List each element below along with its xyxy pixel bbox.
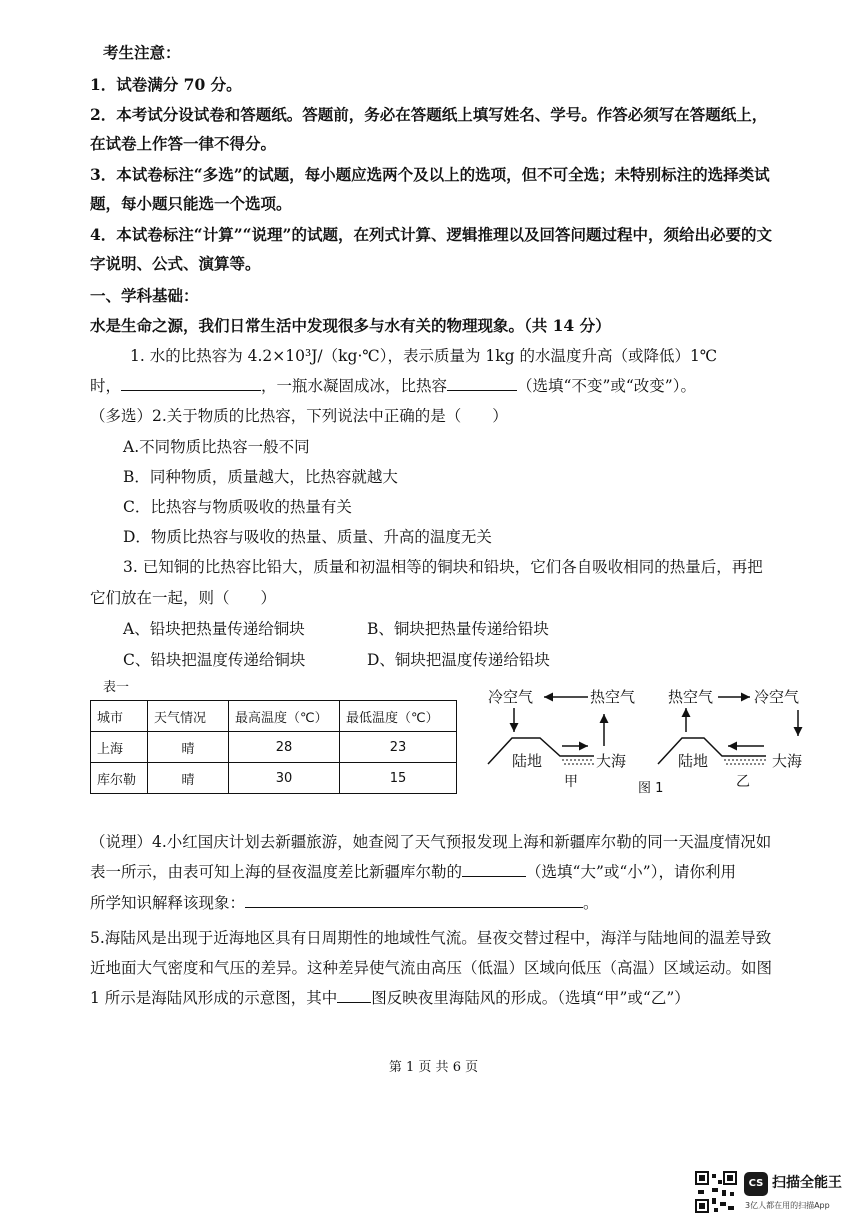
notice-item-4-cont: 字说明、公式、演算等。 [90, 254, 261, 273]
q3-option-d: D、铜块把温度传递给铅块 [367, 651, 550, 669]
table-cell: 上海 [91, 732, 148, 763]
q2-stem: （多选）2.关于物质的比热容，下列说法中正确的是（ ） [90, 407, 508, 425]
q4-blank-2[interactable] [245, 893, 583, 908]
q1-blank-1[interactable] [121, 376, 261, 391]
diagram-yi [638, 688, 802, 794]
notice-item-1: 1．试卷满分 70 分。 [90, 75, 242, 94]
hot-air-label: 热空气 [590, 688, 636, 706]
q5-line3-pre: 1 所示是海陆风形成的示意图，其中 [90, 989, 338, 1007]
q1-mid: ，一瓶水凝固成冰，比热容 [261, 377, 448, 395]
table-header-cell: 最低温度（℃） [340, 701, 457, 732]
q3-line1: 3. 已知铜的比热容比铅大，质量和初温相等的铜块和铅块，它们各自吸收相同的热量后，再把 [123, 558, 763, 576]
q5-blank[interactable] [337, 988, 371, 1003]
table-cell: 晴 [148, 732, 229, 763]
land-label: 陆地 [512, 752, 543, 770]
table-row [91, 732, 457, 763]
table-cell: 28 [229, 732, 340, 763]
camscanner-tagline: 3亿人都在用的扫描App [745, 1201, 830, 1210]
diagram-tag-yi: 乙 [736, 774, 750, 790]
q3-option-c: C、铅块把温度传递给铜块 [123, 651, 306, 669]
diagram-tag-jia: 甲 [564, 774, 578, 790]
q1-pre: 时， [90, 377, 122, 395]
q4-line1: （说理）4.小红国庆计划去新疆旅游，她查阅了天气预报发现上海和新疆库尔勒的同一天温度情况如 [90, 833, 772, 851]
notice-item-2-cont: 在试卷上作答一律不得分。 [90, 134, 277, 153]
q5-line1: 5.海陆风是出现于近海地区具有日周期性的地域性气流。昼夜交替过程中，海洋与陆地间的温差导致 [90, 929, 772, 947]
diagram-jia [488, 688, 635, 790]
q4-line2-post: （选填“大”或“小”），请你利用 [526, 863, 736, 881]
notice-item-3: 3．本试卷标注“多选”的试题，每小题应选两个及以上的选项，但不可全选；未特别标注的选择类试 [90, 165, 770, 184]
q5-line2: 近地面大气密度和气压的差异。这种差异使气流由高压（低温）区域向低压（高温）区域运动。如图 [90, 959, 773, 977]
table-cell: 库尔勒 [91, 763, 148, 794]
cold-air-label: 冷空气 [754, 688, 800, 706]
q2-option-b: B．同种物质，质量越大，比热容就越大 [123, 468, 398, 486]
table1-caption: 表一 [103, 680, 130, 695]
table-header-cell: 最高温度（℃） [229, 701, 340, 732]
table-cell: 30 [229, 763, 340, 794]
table-header-cell: 城市 [91, 701, 148, 732]
q4-line3-post: 。 [583, 894, 599, 912]
notice-item-4: 4．本试卷标注“计算”“说理”的试题，在列式计算、逻辑推理以及回答问题过程中，须给出必要的文 [90, 225, 772, 244]
q4-blank-1[interactable] [462, 862, 526, 877]
q5-line3-post: 图反映夜里海陆风的形成。（选填“甲”或“乙”） [371, 989, 690, 1007]
q2-option-a: A.不同物质比热容一般不同 [123, 438, 310, 456]
qr-code-icon [694, 1170, 738, 1214]
notice-item-3-cont: 题，每小题只能选一个选项。 [90, 194, 292, 213]
table-header-row [91, 701, 457, 732]
camscanner-brand: 扫描全能王 [772, 1175, 842, 1191]
q1-line2 [90, 376, 696, 396]
q4-line2-pre: 表一所示，由表可知上海的昼夜温度差比新疆库尔勒的 [90, 863, 463, 881]
table-cell: 23 [340, 732, 457, 763]
table-row [91, 763, 457, 794]
figure-caption: 图 1 [638, 781, 664, 794]
section-title: 一、学科基础： [90, 286, 199, 305]
sea-land-breeze-figure [482, 684, 812, 794]
q4-line3-pre: 所学知识解释该现象： [90, 894, 246, 912]
q3-option-a: A、铅块把热量传递给铜块 [123, 620, 305, 638]
table-cell: 晴 [148, 763, 229, 794]
sea-label: 大海 [596, 752, 627, 770]
hot-air-label: 热空气 [668, 688, 714, 706]
q1-blank-2[interactable] [447, 376, 517, 391]
section-intro: 水是生命之源，我们日常生活中发现很多与水有关的物理现象。（共 14 分） [90, 316, 611, 335]
q4-line3 [90, 893, 599, 913]
land-label: 陆地 [678, 752, 709, 770]
q5-line3 [90, 988, 690, 1008]
cold-air-label: 冷空气 [488, 688, 534, 706]
q2-option-d: D．物质比热容与吸收的热量、质量、升高的温度无关 [123, 528, 492, 546]
q1-line1: 1. 水的比热容为 4.2×10³J/（kg·℃），表示质量为 1kg 的水温度升高（或降低）1℃ [130, 347, 718, 365]
notice-title: 考生注意： [103, 43, 181, 62]
q3-line2: 它们放在一起，则（ ） [90, 589, 277, 607]
q4-line2 [90, 862, 736, 882]
camscanner-logo: CS [744, 1172, 768, 1196]
sea-waves [560, 756, 594, 764]
q3-option-b: B、铜块把热量传递给铅块 [367, 620, 549, 638]
table-cell: 15 [340, 763, 457, 794]
notice-item-2: 2．本考试分设试卷和答题纸。答题前，务必在答题纸上填写姓名、学号。作答必须写在答题纸上， [90, 105, 768, 124]
weather-table [90, 700, 457, 794]
sea-label: 大海 [772, 752, 803, 770]
q2-option-c: C．比热容与物质吸收的热量有关 [123, 498, 352, 516]
q1-post: （选填“不变”或“改变”）。 [517, 377, 696, 395]
sea-waves [722, 756, 766, 764]
table-header-cell: 天气情况 [148, 701, 229, 732]
page-footer: 第 1 页 共 6 页 [388, 1060, 479, 1075]
